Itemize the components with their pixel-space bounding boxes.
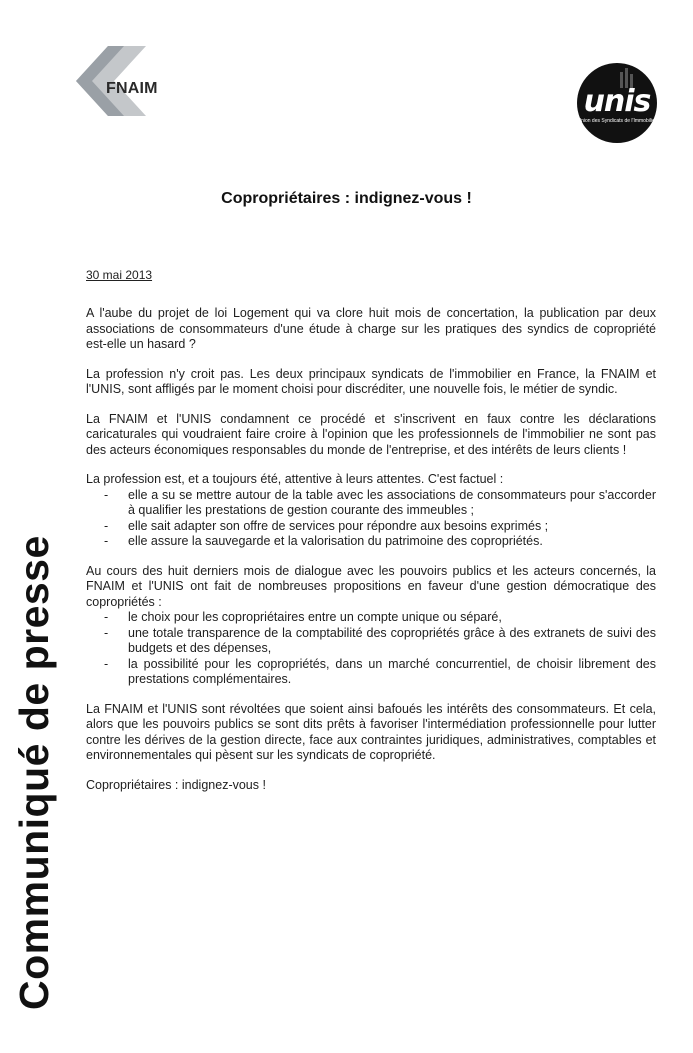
paragraph-4: La profession est, et a toujours été, attentive à leurs attentes. C'est factuel : <box>86 472 504 486</box>
press-release-side-label: Communiqué de presse <box>11 535 57 1010</box>
list-item: - elle assure la sauvegarde et la valorisation du patrimoine des copropriétés. <box>104 534 543 548</box>
paragraph-6: La FNAIM et l'UNIS sont révoltées que soient ainsi bafoués les intérêts des consommateurs. Et cela, alors que les pouvoirs publics se sont dits prêts à favoriser l'intermédiation professionnelle pour lutter contre les dérives de la gestion directe, face aux contraintes juridiques, administratives, comptables et environnementales qui pèsent sur les syndicats de copropriété. <box>86 701 656 762</box>
list-item: - elle sait adapter son offre de services pour répondre aux besoins exprimés ; <box>104 518 549 533</box>
fnaim-logo <box>76 46 186 116</box>
page-title: Copropriétaires : indignez-vous ! <box>221 190 472 207</box>
list-item: - elle a su se mettre autour de la table avec les associations de consommateurs pour s'accorder à qualifier les prestations de gestion courante des immeubles ; <box>104 487 656 517</box>
proposals-list <box>86 610 656 688</box>
closing-line: Copropriétaires : indignez-vous ! <box>86 777 266 792</box>
paragraph-1: A l'aube du projet de loi Logement qui va clore huit mois de concertation, la publication par deux associations de consommateurs d'une étude à charge sur les pratiques des syndics de copropriété est-elle un hasard ? <box>86 306 656 351</box>
paragraph-2: La profession n'y croit pas. Les deux principaux syndicats de l'immobilier en France, la FNAIM et l'UNIS, sont affligés par le moment choisi pour discréditer, une nouvelle fois, le métier de syndic. <box>86 366 656 396</box>
press-body <box>86 306 656 807</box>
press-date: 30 mai 2013 <box>86 268 153 282</box>
paragraph-3: La FNAIM et l'UNIS condamnent ce procédé et s'inscrivent en faux contre les déclarations caricaturales qui voudraient faire croire à l'opinion que les professionnels de l'immobilier ne sont pas des acteurs économiques responsables du monde de l'entreprise, et des intérêts de leurs clients ! <box>86 411 656 457</box>
bullet-dash: - <box>104 518 109 533</box>
bullet-dash: - <box>104 625 109 640</box>
fnaim-logo-text: FNAIM <box>106 80 158 97</box>
bullet-dash: - <box>104 534 109 548</box>
list-item: - la possibilité pour les copropriétés, dans un marché concurrentiel, de choisir librement des prestations complémentaires. <box>104 656 656 686</box>
list-item: - une totale transparence de la comptabilité des copropriétés grâce à des extranets de suivi des budgets et des dépenses, <box>104 625 656 655</box>
bullet-dash: - <box>104 610 109 624</box>
unis-logo-text: unis <box>583 84 651 119</box>
unis-logo <box>576 62 658 144</box>
bullet-dash: - <box>104 487 109 502</box>
list-item: - le choix pour les copropriétaires entre un compte unique ou séparé, <box>104 610 502 624</box>
unis-tagline: Union des Syndicats de l'Immobilier <box>577 118 657 124</box>
paragraph-5: Au cours des huit derniers mois de dialogue avec les pouvoirs publics et les acteurs concernés, la FNAIM et l'UNIS ont fait de nombreuses propositions en faveur d'une gestion démocratique des copropriétés : <box>86 563 656 609</box>
profession-commitments-list <box>86 488 656 550</box>
bullet-dash: - <box>104 656 109 671</box>
